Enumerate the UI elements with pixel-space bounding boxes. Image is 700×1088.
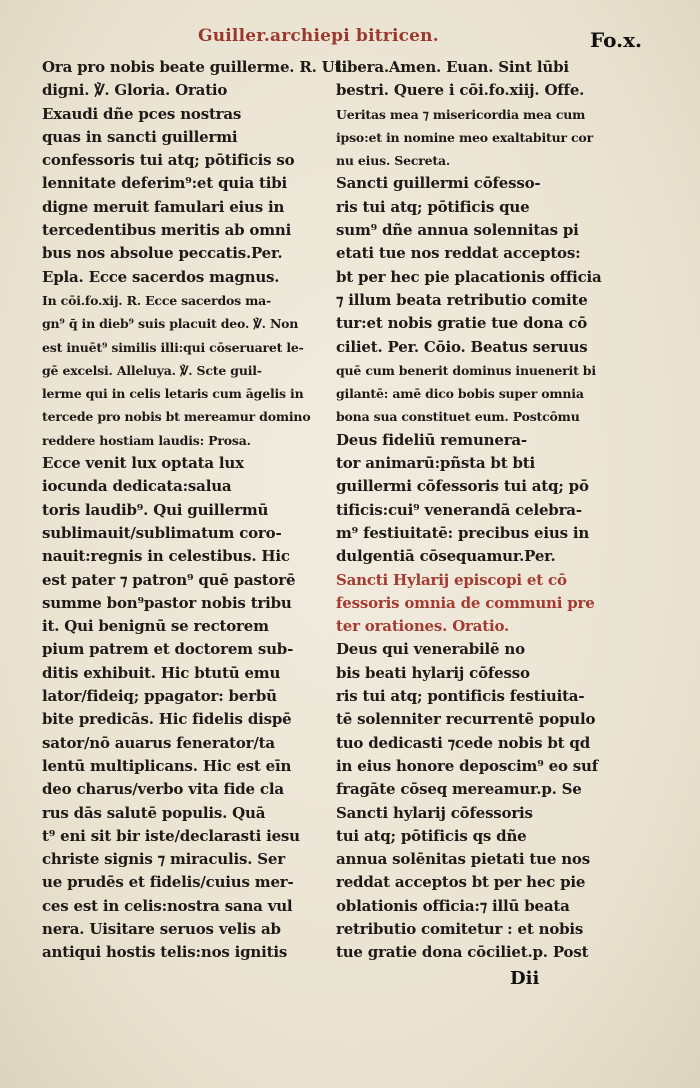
text-line: in eius honore deposcim⁹ eo suf (336, 756, 598, 775)
text-line: annua solēnitas pietati tue nos (336, 850, 590, 869)
text-line: pium patrem et doctorem sub- (42, 640, 294, 659)
text-line: sum⁹ dñe annua solennitas pi (336, 221, 579, 240)
text-line: gē excelsi. Alleluya. ℣. Scte guil- (42, 362, 262, 378)
text-line: sublimauit/sublimatum coro- (42, 523, 282, 542)
left-column (42, 56, 342, 965)
text-line: lerme qui in celis letaris cum āgelis in (42, 386, 304, 402)
text-line: Sancti hylarij cōfessoris (336, 803, 533, 822)
text-line: quē cum benerit dominus inuenerit bi (336, 362, 596, 378)
text-line: tui atq; pōtificis qs dñe (336, 826, 527, 845)
text-line: quas in sancti guillermi (42, 127, 238, 146)
text-line: Epla. Ecce sacerdos magnus. (42, 267, 280, 286)
text-line: tue gratie dona cōciliet.p. Post (336, 943, 589, 962)
text-line: In cōi.fo.xij. R. Ecce sacerdos ma- (42, 292, 272, 308)
text-line: nauit:regnis in celestibus. Hic (42, 547, 290, 566)
text-line: lennitate deferim⁹:et quia tibi (42, 174, 288, 193)
text-line: it. Qui benignū se rectorem (42, 617, 269, 636)
text-line: gn⁹ q̄ in dieb⁹ suis placuit deo. ℣. Non (42, 316, 299, 332)
text-line: retributio comitetur : et nobis (336, 919, 584, 938)
text-line: ⁊ illum beata retributio comite (336, 290, 588, 309)
text-line: reddere hostiam laudis: Prosa. (42, 432, 251, 448)
catchword: Dii (510, 968, 540, 989)
text-line: guillermi cōfessoris tui atq; pō (336, 477, 589, 496)
text-line: ces est in celis:nostra sana vul (42, 896, 293, 915)
text-line: Deus fideliū remunera- (336, 430, 527, 449)
text-line: bona sua constituet eum. Postcōmu (336, 409, 580, 425)
text-line: ter orationes. Oratio. (336, 617, 510, 636)
text-line: tercede pro nobis bt mereamur domino (42, 409, 311, 425)
text-line: bestri. Quere i cōi.fo.xiij. Offe. (336, 81, 585, 100)
text-line: Ueritas mea ⁊ misericordia mea cum (336, 106, 586, 122)
text-line: oblationis officia:⁊ illū beata (336, 896, 570, 915)
text-line: ris tui atq; pontificis festiuita- (336, 687, 585, 706)
text-line: lentū multiplicans. Hic est eīn (42, 756, 292, 775)
text-line: Ecce venit lux optata lux (42, 454, 244, 473)
text-line: etati tue nos reddat acceptos: (336, 244, 581, 263)
text-line: Deus qui venerabilē no (336, 640, 525, 659)
text-line: Sancti Hylarij episcopi et cō (336, 570, 567, 589)
text-line: m⁹ festiuitatē: precibus eius in (336, 523, 590, 542)
text-line: tor animarū:pñsta bt bti (336, 454, 535, 473)
right-column (336, 56, 604, 965)
text-line: t⁹ eni sit bir iste/declarasti iesu (42, 826, 300, 845)
text-line: est pater ⁊ patron⁹ quē pastorē (42, 570, 296, 589)
text-line: digni. ℣. Gloria. Oratio (42, 81, 228, 100)
text-line: ditis exhibuit. Hic btutū emu (42, 663, 281, 682)
text-line: rus dās salutē populis. Quā (42, 803, 266, 822)
text-line: confessoris tui atq; pōtificis so (42, 151, 295, 170)
text-line: libera.Amen. Euan. Sint lūbi (336, 58, 569, 76)
text-line: deo charus/verbo vita fide cla (42, 780, 284, 799)
text-line: ue prudēs et fidelis/cuius mer- (42, 873, 294, 892)
text-line: toris laudib⁹. Qui guillermū (42, 500, 269, 519)
text-line: christe signis ⁊ miraculis. Ser (42, 850, 285, 869)
text-line: dulgentiā cōsequamur.Per. (336, 547, 556, 566)
text-line: nu eius. Secreta. (336, 153, 451, 169)
text-line: iocunda dedicata:salua (42, 477, 232, 496)
text-line: sator/nō auarus fenerator/ta (42, 733, 275, 752)
text-line: bt per hec pie placationis officia (336, 267, 602, 286)
text-line: lator/fideiq; ppagator: berbū (42, 687, 277, 706)
text-line: reddat acceptos bt per hec pie (336, 873, 586, 892)
text-line: bis beati hylarij cōfesso (336, 663, 530, 682)
text-line: tur:et nobis gratie tue dona cō (336, 314, 588, 333)
text-line: ipso:et in nomine meo exaltabitur cor (336, 129, 593, 145)
running-title: Guiller.archiepi bitricen. (198, 26, 439, 46)
text-line: gilantē: amē dico bobis super omnia (336, 386, 584, 402)
text-line: Sancti guillermi cōfesso- (336, 174, 541, 193)
text-line: tē solenniter recurrentē populo (336, 710, 596, 729)
text-line: fessoris omnia de communi pre (336, 593, 595, 612)
text-line: summe bon⁹pastor nobis tribu (42, 593, 292, 612)
text-line: est inuēt⁹ similis illi:qui cōseruaret le- (42, 339, 304, 355)
text-line: Ora pro nobis beate guillerme. R. Ut (42, 58, 342, 76)
text-line: antiqui hostis telis:nos ignitis (42, 943, 288, 962)
text-line: bus nos absolue peccatis.Per. (42, 244, 283, 263)
folio-number: Fo.x. (590, 28, 642, 52)
text-line: nera. Uisitare seruos velis ab (42, 919, 281, 938)
text-line: tercedentibus meritis ab omni (42, 221, 292, 240)
text-line: digne meruit famulari eius in (42, 197, 285, 216)
text-line: bite predicās. Hic fidelis dispē (42, 710, 292, 729)
text-line: fragāte cōseq mereamur.p. Se (336, 780, 582, 799)
text-line: ciliet. Per. Cōio. Beatus seruus (336, 337, 588, 356)
text-line: tificis:cui⁹ venerandā celebra- (336, 500, 582, 519)
text-line: tuo dedicasti ⁊cede nobis bt qd (336, 733, 590, 752)
text-line: Exaudi dñe pces nostras (42, 104, 242, 123)
text-line: ris tui atq; pōtificis que (336, 197, 530, 216)
